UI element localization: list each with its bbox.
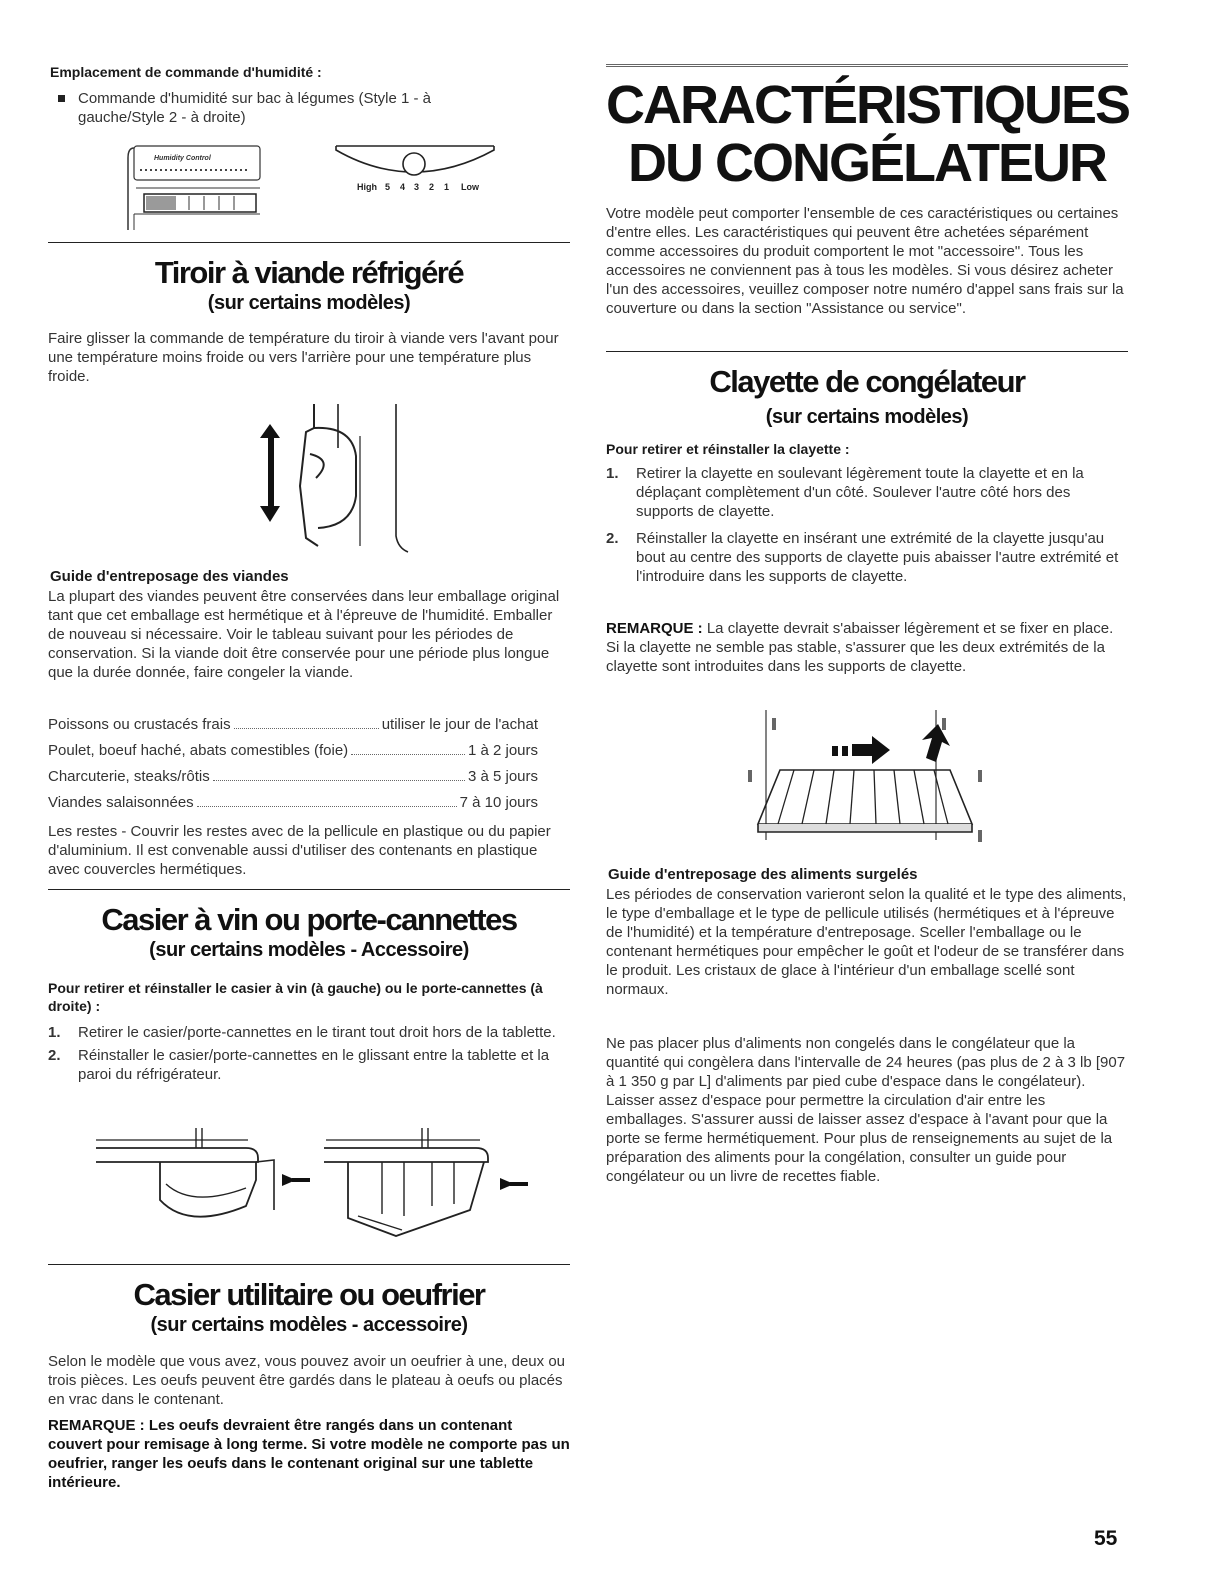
utility-bin-text: Selon le modèle que vous avez, vous pouvez avoir un oeufrier à une, deux ou trois pièces. Les oeufs peuvent être gardés dans le plateau à oeufs ou placés en vrac dans le contenant. (48, 1353, 566, 1408)
scale-low: Low (461, 182, 479, 192)
scale-3: 3 (414, 182, 420, 192)
scale-4: 4 (400, 182, 406, 192)
divider (48, 1264, 570, 1265)
meat-guide-label: Guide d'entreposage des viandes (50, 568, 289, 585)
scale-1: 1 (444, 182, 450, 192)
utility-bin-title: Casier utilitaire ou oeufrier (133, 1277, 485, 1312)
scale-high: High (357, 182, 377, 192)
table-row: Viandes salaisonnées 7 à 10 jours (48, 794, 538, 811)
humidity-illus-title: Humidity Control (154, 155, 211, 162)
divider (606, 351, 1128, 352)
freezer-shelf-instruction: Pour retirer et réinstaller la clayette : (606, 441, 850, 457)
page-number: 55 (1094, 1527, 1118, 1550)
table-row: Charcuterie, steaks/rôtis 3 à 5 jours (48, 768, 538, 785)
top-rule (606, 64, 1128, 67)
meat-drawer-title: Tiroir à viande réfrigéré (154, 255, 464, 290)
table-row: Poulet, boeuf haché, abats comestibles (foie) 1 à 2 jours (48, 742, 538, 759)
list-item: 1. Retirer la clayette en soulevant légèrement toute la clayette et en la déplaçant complètement d'un côté. Soulever l'autre côté hors des supports de clayette. (606, 465, 1084, 520)
page-title-line1: CARACTÉRISTIQUES (606, 75, 1130, 135)
meat-storage-table (48, 712, 538, 816)
freezer-shelf-subtitle: (sur certains modèles) (765, 406, 969, 428)
meat-guide-text: La plupart des viandes peuvent être conservées dans leur emballage original tant que cet emballage est hermétique et à l'épreuve de l'humidité. Emballer de nouveau si nécessaire. Voir le tableau suivant pour les périodes de conservation. Si la viande doit être conservée pour une période plus longue que la durée donnée, faire congeler la viande. (48, 588, 560, 681)
wine-rack-subtitle: (sur certains modèles - Accessoire) (149, 939, 469, 961)
utility-bin-note: REMARQUE : Les oeufs devraient être rangés dans un contenant couvert pour remisage à long terme. Si votre modèle ne comporte pas un oeufrier, ranger les oeufs dans le contenant original sur une tablette intérieure. (48, 1417, 570, 1491)
table-row: Poissons ou crustacés frais utiliser le jour de l'achat (48, 716, 538, 733)
humidity-list (48, 89, 518, 127)
divider (48, 242, 570, 243)
freezer-shelf-steps (606, 464, 1128, 586)
list-item: 1. Retirer le casier/porte-cannettes en le tirant tout droit hors de la tablette. (48, 1024, 556, 1041)
wine-rack-illustration (96, 1118, 566, 1238)
utility-bin-subtitle: (sur certains modèles - accessoire) (150, 1314, 468, 1336)
humidity-label: Emplacement de commande d'humidité : (50, 64, 322, 80)
scale-5: 5 (385, 182, 391, 192)
frozen-guide-label: Guide d'entreposage des aliments surgelés (608, 866, 918, 883)
humidity-bullet: Commande d'humidité sur bac à légumes (Style 1 - à gauche/Style 2 - à droite) (48, 89, 518, 127)
freezer-shelf-title: Clayette de congélateur (709, 364, 1025, 399)
freezer-intro: Votre modèle peut comporter l'ensemble de ces caractéristiques ou certaines d'entre elles. Les caractéristiques qui peuvent être achetées séparément comme accessoires du produit comportent le mot "accessoire". Tous les accessoires ne conviennent pas à tous les modèles. Si vous désirez acheter l'un des accessoires, veuillez composer notre numéro d'appel sans frais sur la couverture ou dans la section "Assistance ou service". (606, 205, 1124, 317)
meat-drawer-subtitle: (sur certains modèles) (207, 292, 411, 314)
list-item: 2. Réinstaller le casier/porte-cannettes en le glissant entre la tablette et la paroi du réfrigérateur. (48, 1047, 550, 1083)
freezer-shelf-note: REMARQUE : La clayette devrait s'abaisser légèrement et se fixer en place. Si la clayette ne semble pas stable, s'assurer que les deux extrémités de la clayette sont introduites dans les supports de clayette. (606, 620, 1114, 675)
page-title-line2: DU CONGÉLATEUR (628, 133, 1106, 193)
list-item: 2. Réinstaller la clayette en insérant une extrémité de la clayette jusqu'au bout au centre des supports de clayette puis abaisser l'autre extrémité et l'introduire dans les supports de clayette. (606, 530, 1119, 585)
meat-drawer-intro: Faire glisser la commande de température du tiroir à viande vers l'avant pour une température moins froide ou vers l'arrière pour une température plus froide. (48, 330, 559, 385)
frozen-guide-para1: Les périodes de conservation varieront selon la qualité et le type des aliments, le type d'emballage et le type de pellicule utilisés (hermétiques et à l'épreuve de l'humidité) et la température d'entreposage. Sceller l'emballage ou le contenant hermétiques pour empêcher le goût et l'odeur de se transférer dans le produit. Les cristaux de glace à l'intérieur d'un emballage scellé sont normaux. (606, 886, 1127, 998)
wine-rack-steps (48, 1023, 570, 1084)
frozen-guide-para2: Ne pas placer plus d'aliments non congelés dans le congélateur que la quantité qui congèlera dans l'intervalle de 24 heures (pas plus de 2 à 3 lb [907 à 1 350 g par L] d'aliments par pied cube d'espace dans le congélateur). Laisser assez d'espace pour permettre la circulation d'air entre les emballages. S'assurer aussi de laisser assez d'espace à l'avant pour que la porte se ferme hermétiquement. Pour plus de renseignements au sujet de la préparation des aliments pour la congélation, consulter un guide pour congélateur ou un livre de recettes fiable. (606, 1035, 1126, 1185)
humidity-control-illustration (124, 138, 544, 232)
meat-drawer-illustration (248, 396, 438, 556)
scale-2: 2 (429, 182, 435, 192)
divider (48, 889, 570, 890)
wine-rack-instruction: Pour retirer et réinstaller le casier à vin (à gauche) ou le porte-cannettes (à droite) : (48, 980, 543, 1014)
wine-rack-title: Casier à vin ou porte-cannettes (101, 902, 517, 937)
leftovers-text: Les restes - Couvrir les restes avec de la pellicule en plastique ou du papier d'aluminium. Il est convenable aussi d'utiliser des contenants en plastique avec couvercles hermétiques. (48, 823, 551, 878)
freezer-shelf-illustration (736, 706, 1006, 856)
